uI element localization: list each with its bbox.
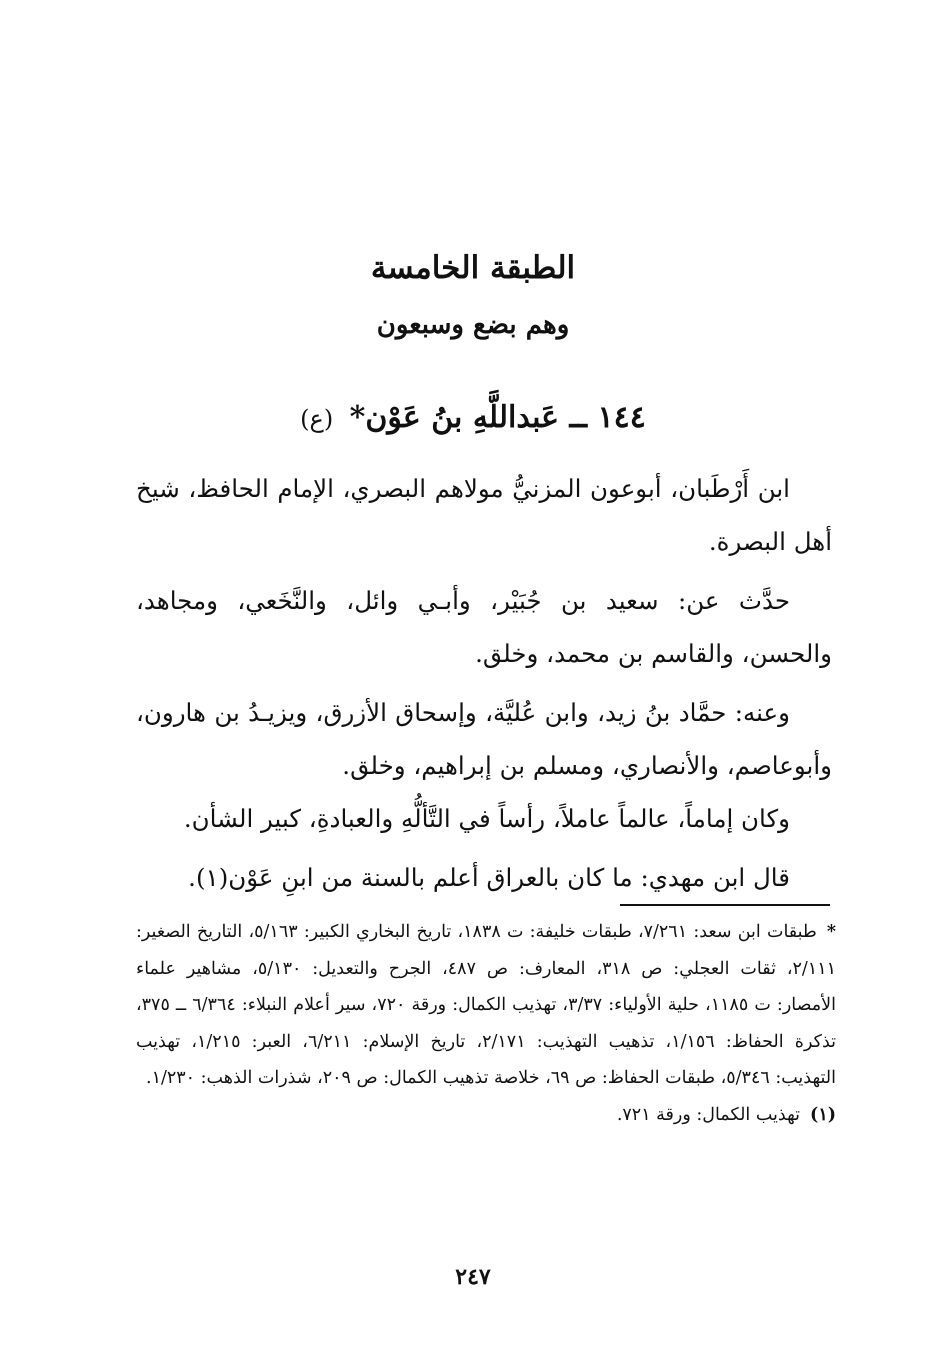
paragraph-teachers: حدَّث عن: سعيد بن جُبَيْر، وأبـي وائل، والنَّخَعي، ومجاهد، والحسن، والقاسم بن محمد، وخلق. <box>136 586 832 668</box>
entry-body <box>136 462 832 904</box>
footnote-marker: * <box>826 922 836 942</box>
paragraph-quote: قال ابن مهدي: ما كان بالعراق أعلم بالسنة من ابنِ عَوْن(١). <box>188 863 790 892</box>
paragraph-lineage: ابن أَرْطَبان، أبوعون المزنيُّ مولاهم البصري، الإمام الحافظ، شيخ أهل البصرة. <box>136 474 832 556</box>
paragraph-praise: وكان إماماً، عالماً عاملاً، رأساً في التَّألُّهِ والعبادةِ، كبير الشأن. <box>183 804 790 833</box>
page-number: ٢٤٧ <box>455 1264 491 1290</box>
footnote-text: طبقات ابن سعد: ٧/٢٦١، طبقات خليفة: ت ١٨٣٨، تاريخ البخاري الكبير: ٥/١٦٣، التاريخ الصغير: ٢/١١١، ثقات العجلي: ص ٣١٨، المعارف: ص ٤٨٧، الجرح والتعديل: ٥/١٣٠، مشاهير علماء الأمصار: ت ١١٨٥، حلية الأولياء: ٣/٣٧، تهذيب الكمال: ورقة ٧٢٠، سير أعلام النبلاء: ٦/٣٦٤ ــ ٣٧٥، تذكرة الحفاظ: ١/١٥٦، تذهيب التهذيب: ٢/١٧١، تاريخ الإسلام: ٦/٢١١، العبر: ١/٢١٥، تهذيب التهذيب: ٥/٣٤٦، طبقات الحفاظ: ص ٦٩، خلاصة تذهيب الكمال: ص ٢٠٩، شذرات الذهب: ١/٢٣٠. <box>136 922 837 1088</box>
entry-title <box>0 400 946 435</box>
footnote-marker: (١) <box>810 1104 836 1125</box>
footnote-text: تهذيب الكمال: ورقة ٧٢١. <box>616 1104 801 1125</box>
footnote-sources <box>136 914 836 1097</box>
section-heading: الطبقة الخامسة <box>370 250 576 286</box>
footnote-divider <box>620 904 830 906</box>
entry-symbol: (ع) <box>300 405 334 433</box>
paragraph-students: وعنه: حمَّاد بنُ زيد، وابن عُليَّة، وإسحاق الأزرق، ويزيـدُ بن هارون، وأبوعاصم، والأنصاري، ومسلم بن إبراهيم، وخلق. <box>136 698 832 780</box>
section-subheading: وهم بضع وسبعون <box>376 310 570 340</box>
footnote-1 <box>136 1097 836 1134</box>
entry-title-text: ١٤٤ ــ عَبداللَّهِ بنُ عَوْن* <box>349 400 646 435</box>
footnotes <box>136 914 836 1133</box>
